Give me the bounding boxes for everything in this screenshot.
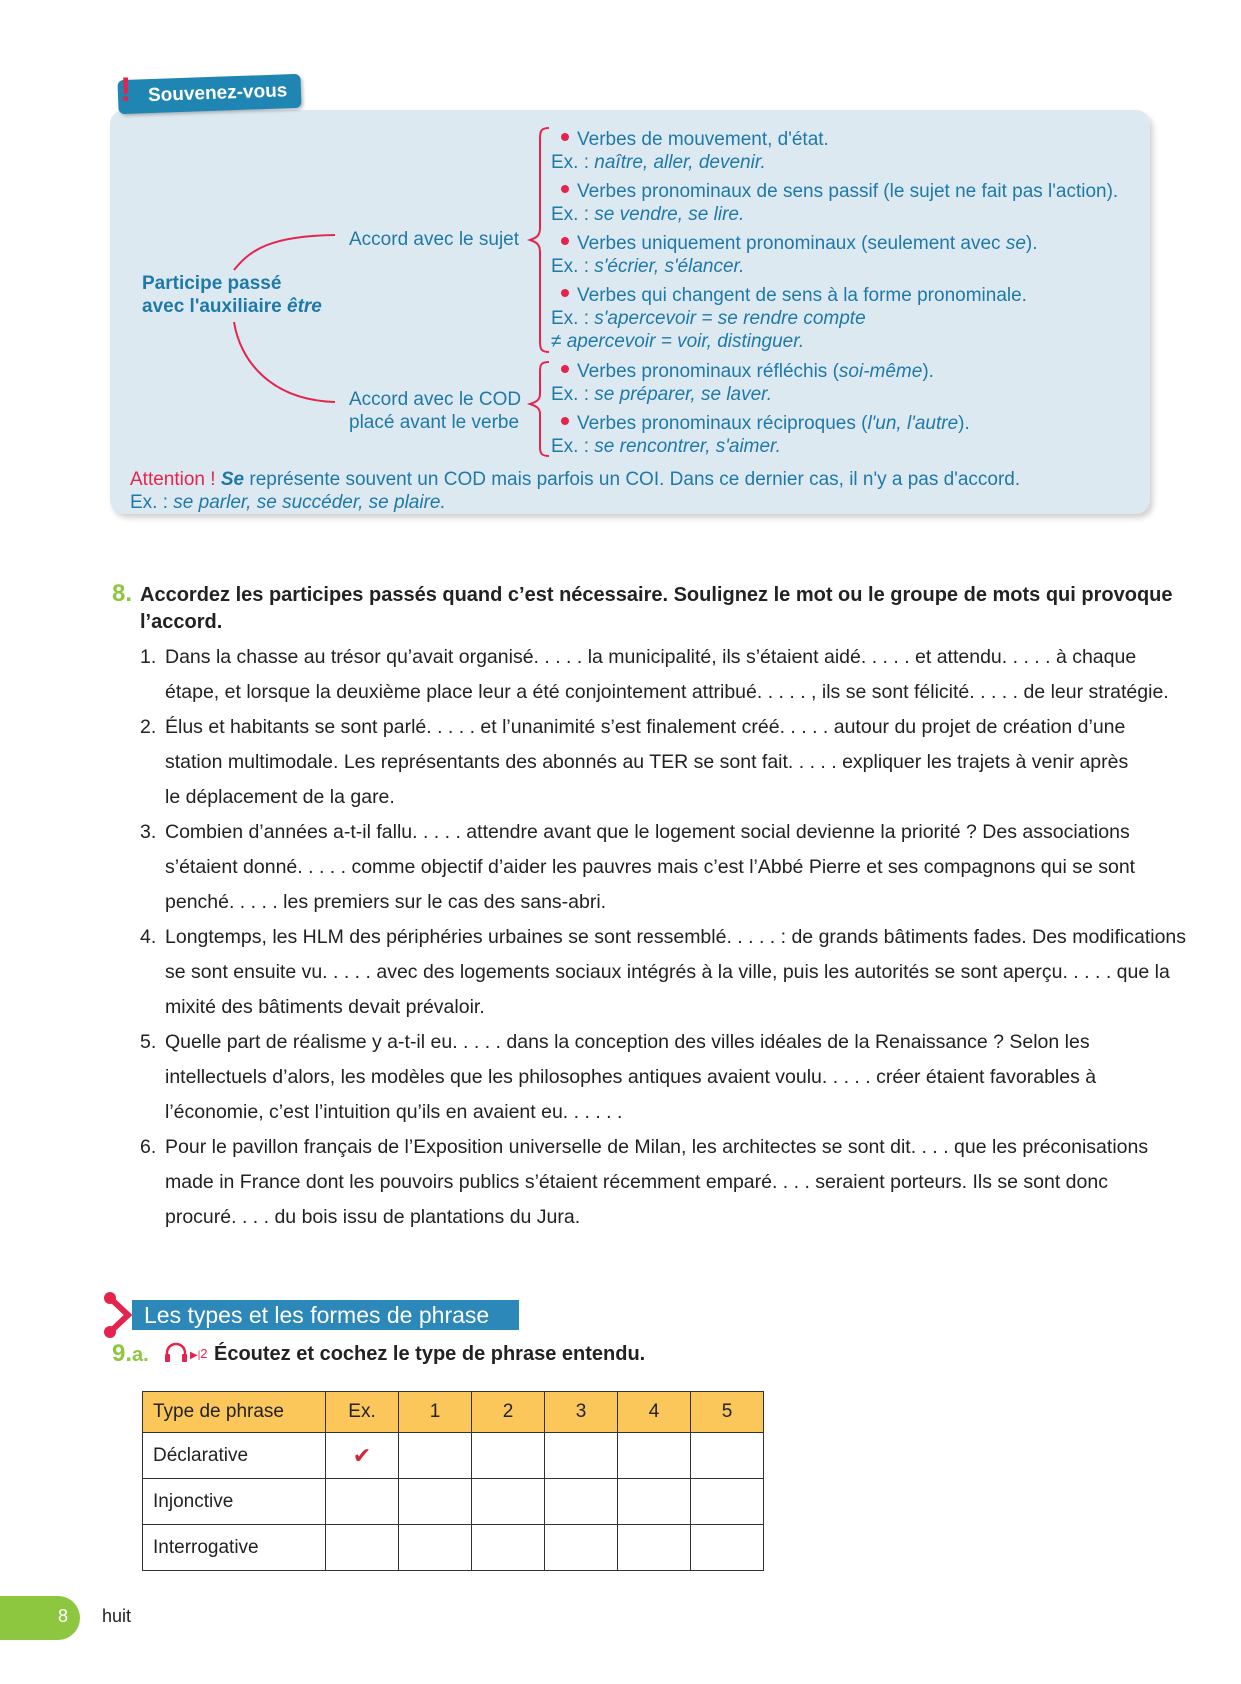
- bullet-dot: [561, 365, 569, 373]
- rule-example: Ex. : s'apercevoir = se rendre compte: [551, 308, 866, 329]
- branch-line-subject: [234, 235, 335, 270]
- check-cell[interactable]: [618, 1525, 691, 1571]
- rule-example: Ex. : s'écrier, s'élancer.: [551, 256, 745, 277]
- brace-subject: [530, 128, 549, 352]
- rule-example-contrast: ≠ apercevoir = voir, distinguer.: [551, 331, 805, 352]
- audio-track: ▶|2: [190, 1346, 208, 1361]
- rule-example: Ex. : naître, aller, devenir.: [551, 152, 766, 173]
- exclamation-icon: !: [120, 71, 132, 109]
- sentence-type-table: [142, 1391, 764, 1571]
- exercise-9-number: 9.a.: [112, 1340, 149, 1367]
- rule-item: Verbes pronominaux de sens passif (le sujet ne fait pas l'action).: [561, 180, 1118, 203]
- table-row: [143, 1525, 764, 1571]
- exercise-item: 4. Longtemps, les HLM des périphéries urbaines se sont ressemblé. . . . . : de grands bâtiments fades. Des modifications se sont ensuite vu. . . . . avec des logements sociaux intégrés à la ville, puis les autorités se sont aperçu. . . . . que la mixité des bâtiments devait prévaloir.: [140, 926, 1187, 1018]
- branch-line-cod: [234, 322, 335, 402]
- check-cell[interactable]: [399, 1433, 472, 1479]
- rule-item: Verbes de mouvement, d'état.: [561, 128, 1118, 151]
- exercise-9-instruction: Écoutez et cochez le type de phrase entendu.: [214, 1343, 646, 1365]
- check-cell[interactable]: [326, 1479, 399, 1525]
- subject-rule-list: [551, 128, 1119, 353]
- rule-item: Verbes pronominaux réciproques (l'un, l'autre).: [561, 412, 970, 435]
- table-header: 3: [545, 1392, 618, 1433]
- check-cell[interactable]: [326, 1525, 399, 1571]
- page-number: 8: [58, 1606, 69, 1626]
- table-header: 1: [399, 1392, 472, 1433]
- exercise-8-instruction: Accordez les participes passés quand c’est nécessaire. Soulignez le mot ou le groupe de mots qui provoque l’accord.: [140, 584, 1173, 633]
- check-cell[interactable]: [399, 1525, 472, 1571]
- table-header: 2: [472, 1392, 545, 1433]
- bullet-dot: [561, 133, 569, 141]
- table-row: [143, 1479, 764, 1525]
- exercise-item: 5. Quelle part de réalisme y a-t-il eu. . . . . dans la conception des villes idéales de la Renaissance ? Selon les intellectuels d’alors, les modèles que les philosophes antiques avaient voulu. . . . . créer étaient favorables à l’économie, c’est l’intuition qu’ils en avaient eu. . . . . .: [140, 1031, 1097, 1123]
- rule-item: Verbes pronominaux réfléchis (soi-même).: [561, 360, 970, 383]
- check-cell[interactable]: [691, 1525, 764, 1571]
- bullet-dot: [561, 237, 569, 245]
- exercise-item: 6. Pour le pavillon français de l’Exposition universelle de Milan, les architectes se sont dit. . . . que les préconisations made in France dont les pouvoirs publics s’étaient récemment emparé. . . . seraient porteurs. Ils se sont donc procuré. . . . du bois issu de plantations du Jura.: [140, 1136, 1149, 1228]
- checkmark-icon: ✔: [352, 1442, 372, 1468]
- table-header: 4: [618, 1392, 691, 1433]
- row-label: Injonctive: [143, 1479, 326, 1525]
- exercise-8-items: [140, 640, 1186, 1235]
- table-row: [143, 1433, 764, 1479]
- check-cell[interactable]: [545, 1525, 618, 1571]
- audio-icon[interactable]: [164, 1342, 190, 1369]
- participe-passe-root: Participe passé avec l'auxiliaire être: [142, 273, 322, 317]
- exercise-8-number: 8.: [112, 580, 133, 607]
- table-header: Type de phrase: [143, 1392, 326, 1433]
- rule-item: Verbes qui changent de sens à la forme pronominale.: [561, 284, 1118, 307]
- remember-tag: Souvenez-vous: [117, 74, 301, 114]
- bullet-dot: [561, 417, 569, 425]
- check-cell[interactable]: [472, 1479, 545, 1525]
- branch-label-cod: Accord avec le COD placé avant le verbe: [349, 389, 522, 433]
- rule-example: Ex. : se préparer, se laver.: [551, 384, 773, 405]
- exercise-item: 1. Dans la chasse au trésor qu’avait organisé. . . . . la municipalité, ils s’étaient aidé. . . . . et attendu. . . . . à chaque étape, et lorsque la deuxième place leur a été conjointement attribué. . . . . , ils se sont félicité. . . . . de leur stratégie.: [140, 646, 1169, 703]
- exercise-item: 3. Combien d’années a-t-il fallu. . . . . attendre avant que le logement social devienne la priorité ? Des associations s’étaient donné. . . . . comme objectif d’aider les pauvres mais c’est l’Abbé Pierre et ses compagnons qui se sont penché. . . . . les premiers sur le cas des sans-abri.: [140, 821, 1136, 913]
- check-cell[interactable]: [691, 1433, 764, 1479]
- check-cell[interactable]: [545, 1433, 618, 1479]
- bullet-dot: [561, 289, 569, 297]
- check-cell[interactable]: [545, 1479, 618, 1525]
- rule-example: Ex. : se vendre, se lire.: [551, 204, 745, 225]
- branch-label-subject: Accord avec le sujet: [349, 229, 520, 250]
- bullet-dot: [561, 185, 569, 193]
- cod-rule-list: [551, 360, 970, 458]
- rule-example: Ex. : se rencontrer, s'aimer.: [551, 436, 781, 457]
- row-label: Déclarative: [143, 1433, 326, 1479]
- page-word: huit: [102, 1606, 132, 1626]
- exercise-item: 2. Élus et habitants se sont parlé. . . . . et l’unanimité s’est finalement créé. . . . . autour du projet de création d’une station multimodale. Les représentants des abonnés au TER se sont fait. . . . . expliquer les trajets à venir après le déplacement de la gare.: [140, 716, 1129, 808]
- table-header: 5: [691, 1392, 764, 1433]
- rule-item: Verbes uniquement pronominaux (seulement avec se).: [561, 232, 1118, 255]
- row-label: Interrogative: [143, 1525, 326, 1571]
- headphones-icon: [164, 1342, 190, 1364]
- check-cell[interactable]: [326, 1433, 399, 1479]
- check-cell[interactable]: [399, 1479, 472, 1525]
- check-cell[interactable]: [472, 1525, 545, 1571]
- brace-cod: [530, 362, 549, 456]
- check-cell[interactable]: [472, 1433, 545, 1479]
- attention-note: Attention ! Se représente souvent un COD mais parfois un COI. Dans ce dernier cas, il n'y a pas d'accord. Ex. : se parler, se succéder, se plaire.: [130, 469, 1021, 513]
- check-cell[interactable]: [618, 1479, 691, 1525]
- section-title: Les types et les formes de phrase: [144, 1302, 490, 1328]
- check-cell[interactable]: [691, 1479, 764, 1525]
- check-cell[interactable]: [618, 1433, 691, 1479]
- table-header: Ex.: [326, 1392, 399, 1433]
